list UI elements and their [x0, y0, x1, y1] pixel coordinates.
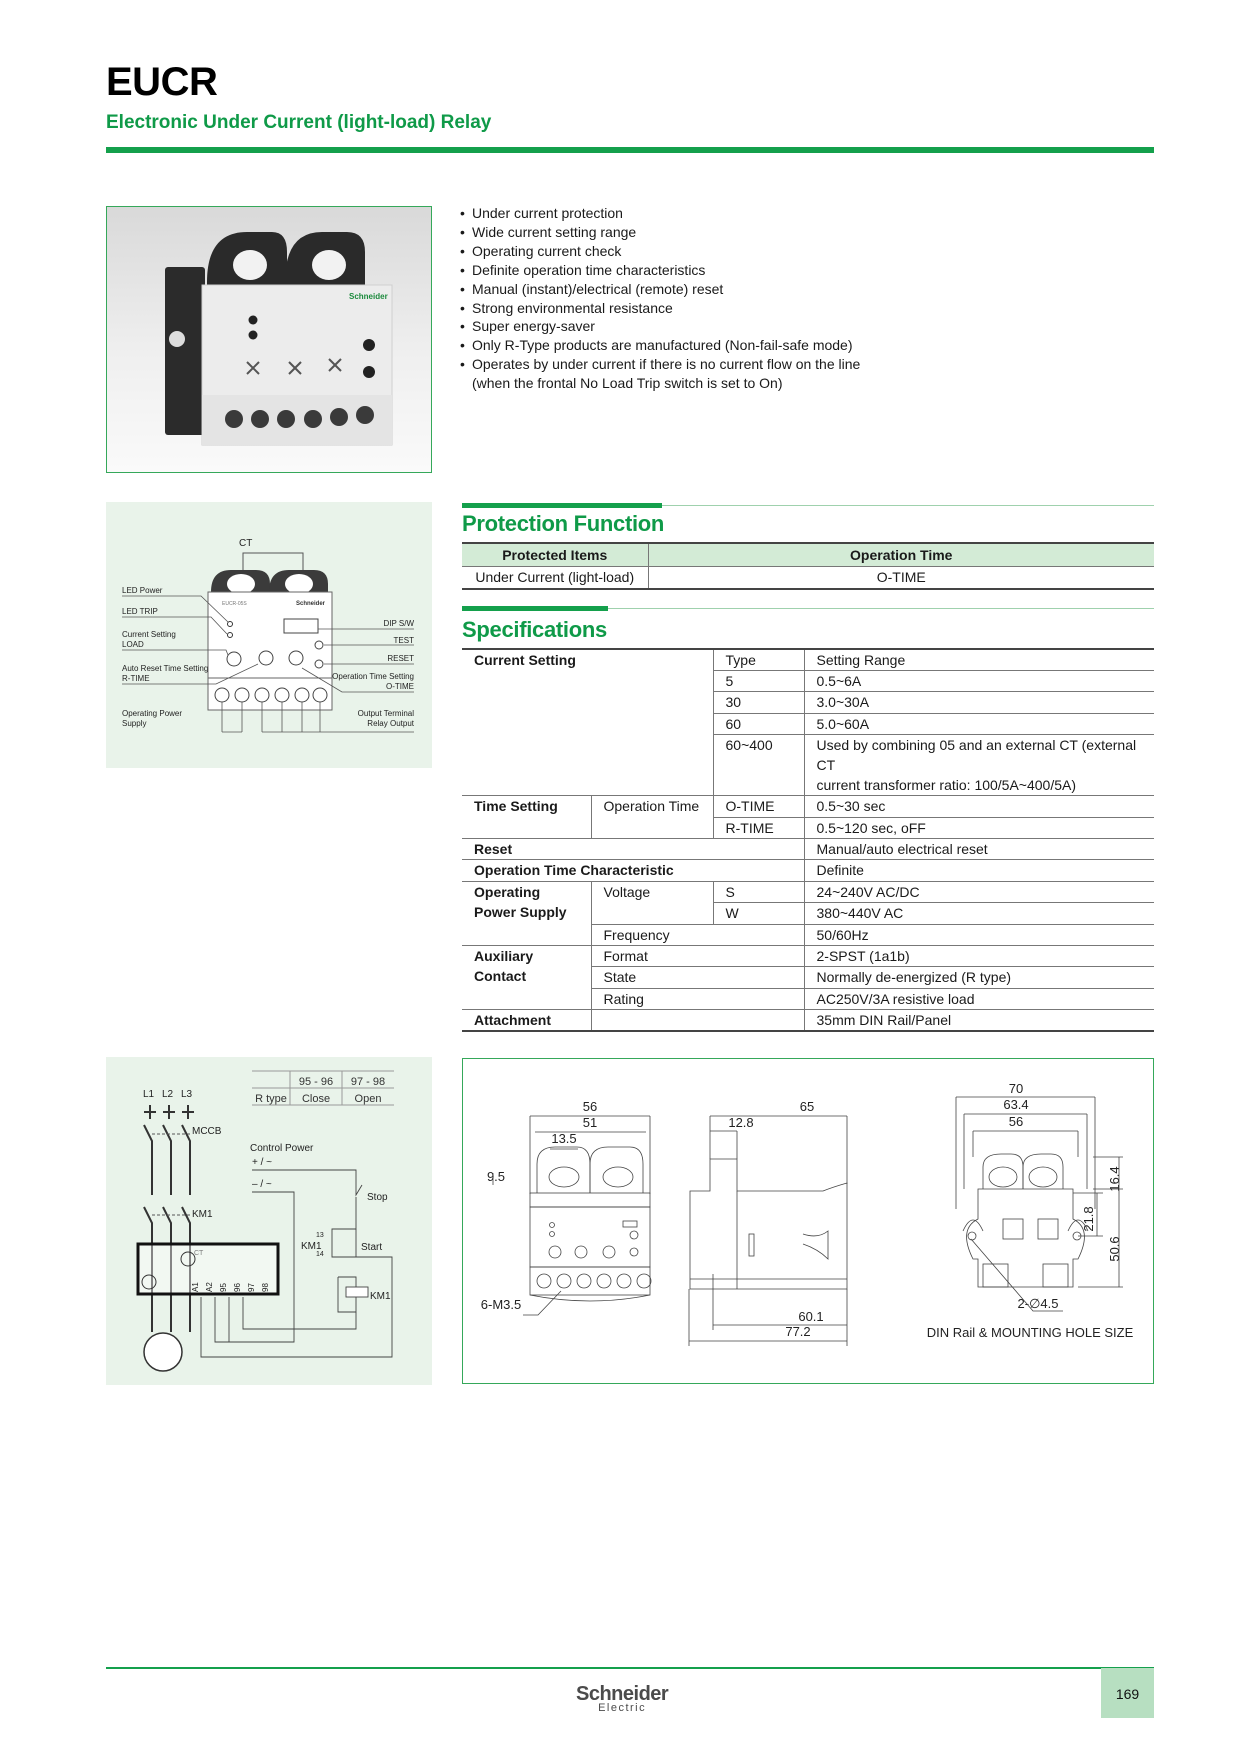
svg-text:56: 56 — [1008, 1114, 1024, 1129]
svg-text:96: 96 — [233, 1283, 242, 1292]
svg-text:DIP S/W: DIP S/W — [383, 619, 414, 628]
svg-text:MCCB: MCCB — [192, 1126, 222, 1137]
svg-text:70: 70 — [1008, 1081, 1024, 1096]
table-cell: 60~400 — [713, 735, 804, 796]
svg-text:Start: Start — [361, 1242, 383, 1253]
table-cell: State — [591, 967, 804, 988]
table-cell: 0.5~120 sec, oFF — [804, 817, 1154, 838]
section-title-specifications: Specifications — [462, 617, 607, 642]
svg-text:LOAD: LOAD — [122, 640, 144, 649]
table-cell: Format — [591, 945, 804, 966]
svg-text:98: 98 — [261, 1283, 270, 1292]
svg-text:Open: Open — [354, 1093, 382, 1105]
wiring-diagram — [106, 1057, 432, 1385]
table-cell: Manual/auto electrical reset — [804, 838, 1154, 859]
svg-text:Supply: Supply — [122, 719, 147, 728]
table-row — [462, 566, 1154, 589]
table-cell: Rating — [591, 988, 804, 1009]
page-subtitle: Electronic Under Current (light-load) Relay — [106, 112, 492, 133]
svg-text:Schneider: Schneider — [349, 292, 388, 301]
feature-list — [460, 204, 860, 393]
svg-text:97 - 98: 97 - 98 — [350, 1076, 386, 1088]
table-cell: Setting Range — [804, 649, 1154, 671]
svg-text:DIN Rail & MOUNTING HOLE SIZE: DIN Rail & MOUNTING HOLE SIZE — [926, 1325, 1134, 1340]
table-cell: 5.0~60A — [804, 713, 1154, 734]
svg-text:+ / ~: + / ~ — [252, 1157, 273, 1168]
table-cell: O-TIME — [713, 796, 804, 817]
table-cell: 24~240V AC/DC — [804, 881, 1154, 902]
svg-text:A1: A1 — [191, 1282, 200, 1292]
svg-text:16.4: 16.4 — [1107, 1166, 1122, 1192]
svg-text:RESET: RESET — [387, 654, 414, 663]
svg-text:LED Power: LED Power — [122, 586, 163, 595]
feature-item-continued: (when the frontal No Load Trip switch is set to On) — [472, 375, 783, 392]
specifications-table — [462, 648, 1154, 1032]
section-divider — [462, 606, 1154, 611]
svg-text:A2: A2 — [205, 1282, 214, 1292]
label-line: Operating — [474, 883, 541, 900]
table-cell: 50/60Hz — [804, 924, 1154, 945]
svg-text:LED TRIP: LED TRIP — [122, 607, 158, 616]
section-title-protection: Protection Function — [462, 511, 665, 536]
table-row — [462, 838, 1154, 859]
svg-text:CT: CT — [194, 1250, 204, 1257]
column-header: Protected Items — [462, 543, 648, 566]
svg-text:Operating Power: Operating Power — [122, 709, 183, 718]
svg-text:14: 14 — [316, 1251, 324, 1258]
cell-line: Used by combining 05 and an external CT (external CT — [816, 737, 1137, 774]
table-cell: 30 — [713, 692, 804, 713]
svg-text:Relay Output: Relay Output — [367, 719, 414, 728]
table-cell: Operation Time — [591, 796, 713, 839]
svg-text:51: 51 — [582, 1115, 598, 1130]
brand-logo — [576, 1683, 668, 1714]
svg-text:12.8: 12.8 — [728, 1115, 754, 1130]
column-header: Operation Time — [648, 543, 1154, 566]
table-cell: 0.5~6A — [804, 671, 1154, 692]
svg-text:65: 65 — [799, 1099, 815, 1114]
svg-text:TEST: TEST — [393, 636, 414, 645]
brand-name: Schneider — [576, 1683, 669, 1705]
svg-text:Close: Close — [301, 1093, 331, 1105]
table-cell: Definite — [804, 860, 1154, 881]
table-cell: AC250V/3A resistive load — [804, 988, 1154, 1009]
feature-item: • Wide current setting range — [460, 223, 860, 242]
brand-subname: Electric — [598, 1702, 647, 1714]
feature-item: • Definite operation time characteristics — [460, 261, 860, 280]
svg-text:KM1: KM1 — [192, 1209, 213, 1220]
svg-text:Current Setting: Current Setting — [122, 630, 176, 639]
table-row — [462, 860, 1154, 881]
svg-text:95: 95 — [219, 1283, 228, 1292]
svg-text:L1: L1 — [143, 1089, 155, 1100]
svg-text:CT: CT — [239, 538, 253, 549]
svg-text:77.2: 77.2 — [785, 1324, 811, 1339]
footer-divider — [106, 1667, 1154, 1669]
table-cell: 0.5~30 sec — [804, 796, 1154, 817]
label-line: Power Supply — [474, 903, 567, 920]
row-label: Attachment — [462, 1010, 591, 1032]
dimensions-svg — [463, 1059, 1152, 1382]
row-label — [462, 945, 591, 1009]
protection-function-table — [462, 542, 1154, 590]
svg-text:Operation Time Setting: Operation Time Setting — [332, 672, 414, 681]
table-cell: 5 — [713, 671, 804, 692]
row-label — [462, 881, 591, 945]
table-cell: Voltage — [591, 881, 713, 924]
svg-text:– / ~: – / ~ — [252, 1179, 272, 1190]
table-row — [462, 881, 1154, 902]
table-cell: S — [713, 881, 804, 902]
svg-text:Auto Reset Time Setting: Auto Reset Time Setting — [122, 664, 209, 673]
table-row — [462, 945, 1154, 966]
svg-text:97: 97 — [247, 1283, 256, 1292]
svg-text:R type: R type — [255, 1093, 287, 1105]
feature-item: • Strong environmental resistance — [460, 299, 860, 318]
svg-text:60.1: 60.1 — [798, 1309, 824, 1324]
table-header-row — [462, 543, 1154, 566]
feature-item: • Only R-Type products are manufactured (Non-fail-safe mode) — [460, 336, 860, 355]
svg-text:R-TIME: R-TIME — [122, 674, 150, 683]
svg-text:6-M3.5: 6-M3.5 — [480, 1297, 522, 1312]
svg-text:EUCR-05S: EUCR-05S — [222, 601, 247, 607]
svg-text:63.4: 63.4 — [1003, 1097, 1029, 1112]
feature-item: • Manual (instant)/electrical (remote) reset — [460, 280, 860, 299]
svg-text:Output Terminal: Output Terminal — [357, 709, 414, 718]
svg-text:KM1: KM1 — [370, 1291, 391, 1302]
table-cell: 3.0~30A — [804, 692, 1154, 713]
table-cell: 60 — [713, 713, 804, 734]
dimensions-panel — [462, 1058, 1154, 1384]
row-label: Operation Time Characteristic — [462, 860, 804, 881]
table-row — [462, 796, 1154, 817]
table-cell: Normally de-energized (R type) — [804, 967, 1154, 988]
svg-text:13: 13 — [316, 1232, 324, 1239]
svg-text:56: 56 — [582, 1099, 598, 1114]
svg-text:Schneider: Schneider — [296, 601, 326, 607]
page-title: EUCR — [106, 60, 218, 104]
svg-text:13.5: 13.5 — [551, 1131, 577, 1146]
table-cell — [804, 735, 1154, 796]
front-panel-diagram — [106, 502, 432, 768]
svg-text:9.5: 9.5 — [486, 1169, 506, 1184]
feature-item: • Under current protection — [460, 204, 860, 223]
relay-photo-illustration — [107, 207, 432, 473]
feature-item: • Super energy-saver — [460, 317, 860, 336]
svg-text:21.8: 21.8 — [1081, 1206, 1096, 1232]
table-cell: 2-SPST (1a1b) — [804, 945, 1154, 966]
table-cell — [591, 1010, 804, 1032]
feature-item: • Operating current check — [460, 242, 860, 261]
wiring-diagram-svg — [106, 1057, 432, 1385]
row-label: Current Setting — [474, 652, 576, 668]
table-cell: Frequency — [591, 924, 804, 945]
svg-text:Control Power: Control Power — [250, 1143, 314, 1154]
row-label: Reset — [462, 838, 804, 859]
table-cell: W — [713, 903, 804, 924]
table-cell: Under Current (light-load) — [462, 566, 648, 589]
row-label: Time Setting — [462, 796, 591, 839]
table-cell: 35mm DIN Rail/Panel — [804, 1010, 1154, 1032]
feature-item: • Operates by under current if there is no current flow on the line — [460, 355, 860, 374]
front-panel-svg — [106, 502, 432, 768]
cell-line: current transformer ratio: 100/5A~400/5A) — [816, 777, 1077, 794]
table-row — [462, 649, 1154, 671]
table-cell: O-TIME — [648, 566, 1154, 589]
svg-text:KM1: KM1 — [301, 1241, 322, 1252]
table-row — [462, 1010, 1154, 1032]
svg-text:95 - 96: 95 - 96 — [298, 1076, 334, 1088]
svg-text:50.6: 50.6 — [1107, 1236, 1122, 1262]
section-divider — [462, 503, 1154, 508]
label-line: Contact — [474, 967, 527, 984]
svg-text:2-∅4.5: 2-∅4.5 — [1017, 1296, 1059, 1311]
header-divider — [106, 147, 1154, 153]
table-cell: 380~440V AC — [804, 903, 1154, 924]
svg-text:L3: L3 — [181, 1089, 193, 1100]
svg-text:O-TIME: O-TIME — [386, 682, 414, 691]
svg-text:L2: L2 — [162, 1089, 174, 1100]
table-cell: R-TIME — [713, 817, 804, 838]
product-photo — [106, 206, 432, 473]
table-cell: Type — [713, 649, 804, 671]
page-number: 169 — [1115, 1686, 1140, 1702]
label-line: Auxiliary — [474, 947, 534, 964]
svg-text:Stop: Stop — [367, 1192, 388, 1203]
